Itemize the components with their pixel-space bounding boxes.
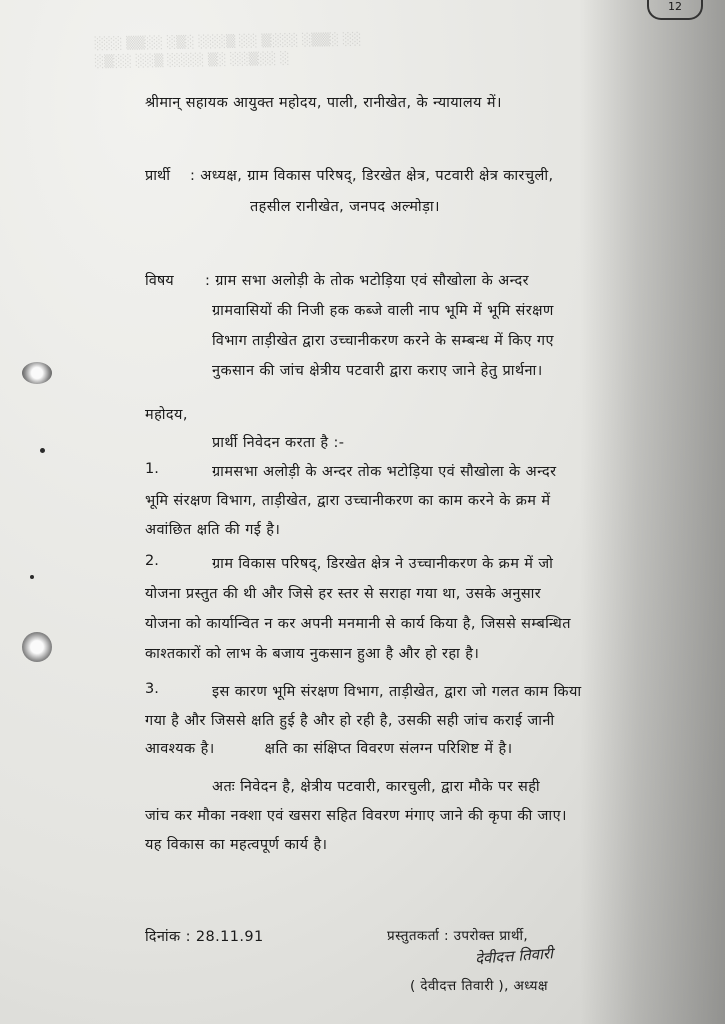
request-line-2: जांच कर मौका नक्शा एवं खसरा सहित विवरण मंगाए जाने की कृपा की जाए। <box>145 808 567 824</box>
point-number: 2. <box>145 553 159 569</box>
subject-line-2: ग्रामवासियों की निजी हक कब्जे वाली नाप भूमि में भूमि संरक्षण <box>212 303 554 319</box>
signatory-name: ( देवीदत्त तिवारी ), अध्यक्ष <box>410 978 548 994</box>
point-3-line-3: आवश्यक है। क्षति का संक्षिप्त विवरण संलग्न परिशिष्ट में है। <box>145 741 513 757</box>
point-1-line-2: भूमि संरक्षण विभाग, ताड़ीखेत, द्वारा उच्चानीकरण का काम करने के क्रम में <box>145 493 551 509</box>
bleed-through-noise: ░░░ ▒▒░░ ░▒░ ░░░▒ ░░ ▒░░░ ░▒▒░ ░░ ░▒░░ ░░▒ ░░░░ ▒░ ░░▒░░ ░ <box>94 31 362 69</box>
handwritten-signature: देवीदत्त तिवारी <box>474 944 554 968</box>
subject-line-3: विभाग ताड़ीखेत द्वारा उच्चानीकरण करने के सम्बन्ध में किए गए <box>212 333 554 349</box>
salutation: महोदय, <box>145 407 188 423</box>
applicant-label: प्रार्थी <box>145 168 171 184</box>
ink-speck <box>30 575 34 579</box>
subject-label: विषय <box>145 273 174 289</box>
ink-speck <box>40 448 45 453</box>
point-1-line-1: ग्रामसभा अलोड़ी के अन्दर तोक भटोड़िया एवं सौखोला के अन्दर <box>212 464 557 480</box>
point-3-line-1: इस कारण भूमि संरक्षण विभाग, ताड़ीखेत, द्वारा जो गलत काम किया <box>212 684 582 700</box>
point-2-line-4: काश्तकारों को लाभ के बजाय नुकसान हुआ है और हो रहा है। <box>145 646 480 662</box>
point-number: 1. <box>145 461 159 477</box>
point-3-line-2: गया है और जिससे क्षति हुई है और हो रही है, उसकी सही जांच कराई जानी <box>145 713 555 729</box>
applicant-line-2: तहसील रानीखेत, जनपद अल्मोड़ा। <box>250 199 440 215</box>
presenter-line: प्रस्तुतकर्ता : उपरोक्त प्रार्थी, <box>387 928 529 944</box>
applicant-line-1: : अध्यक्ष, ग्राम विकास परिषद्, डिरखेत क्षेत्र, पटवारी क्षेत्र कारचुली, <box>190 168 554 184</box>
point-number: 3. <box>145 681 159 697</box>
punch-hole <box>22 632 52 662</box>
point-2-line-2: योजना प्रस्तुत की थी और जिसे हर स्तर से सराहा गया था, उसके अनुसार <box>145 586 542 602</box>
subject-line-4: नुकसान की जांच क्षेत्रीय पटवारी द्वारा कराए जाने हेतु प्रार्थना। <box>212 363 543 379</box>
intro-line: प्रार्थी निवेदन करता है :- <box>212 435 345 451</box>
point-2-line-1: ग्राम विकास परिषद्, डिरखेत क्षेत्र ने उच्चानीकरण के क्रम में जो <box>212 556 554 572</box>
point-2-line-3: योजना को कार्यान्वित न कर अपनी मनमानी से कार्य किया है, जिससे सम्बन्धित <box>145 616 571 632</box>
date-field: दिनांक : 28.11.91 <box>145 929 264 945</box>
punch-hole <box>22 362 52 384</box>
page-number: 12 <box>647 0 703 20</box>
request-line-3: यह विकास का महत्वपूर्ण कार्य है। <box>145 837 328 853</box>
request-line-1: अतः निवेदन है, क्षेत्रीय पटवारी, कारचुली, द्वारा मौके पर सही <box>212 779 541 795</box>
point-1-line-3: अवांछित क्षति की गई है। <box>145 522 281 538</box>
court-heading: श्रीमान् सहायक आयुक्त महोदय, पाली, रानीखेत, के न्यायालय में। <box>145 95 502 111</box>
subject-line-1: : ग्राम सभा अलोड़ी के तोक भटोड़िया एवं सौखोला के अन्दर <box>205 273 529 289</box>
